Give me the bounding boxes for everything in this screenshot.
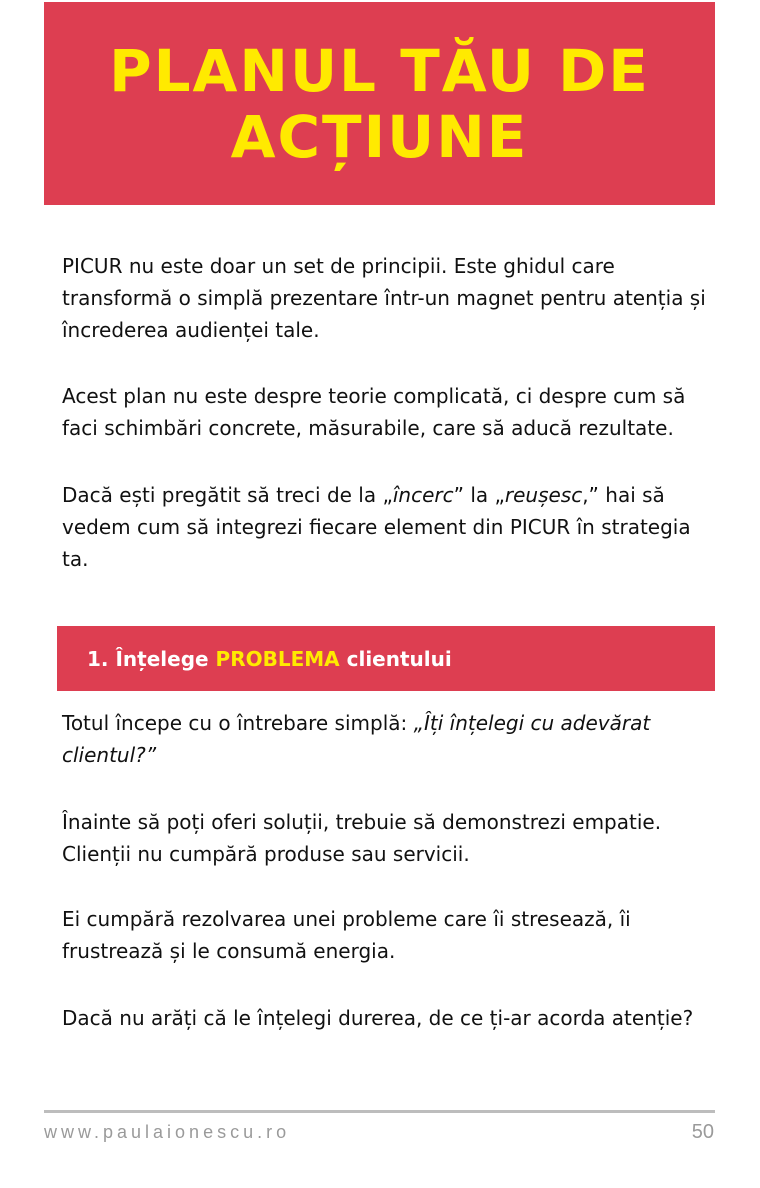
body-p1-question: „Îți înțelegi cu adevărat clientul?” — [62, 711, 651, 767]
intro-paragraph-3 — [62, 479, 712, 575]
intro-p3-em-reusesc: reușesc — [504, 483, 583, 507]
title-banner — [44, 2, 715, 205]
intro-p3-text-b: ” la „ — [453, 483, 505, 507]
section-heading-bar — [57, 626, 715, 691]
body-p1-text: Totul începe cu o întrebare simplă: — [62, 711, 414, 735]
body-paragraph-4: Dacă nu arăți că le înțelegi durerea, de ce ți-ar acorda atenție? — [62, 1006, 694, 1030]
intro-p3-text-c: ,” hai să vedem cum să integrezi fiecare element din PICUR în strategia ta. — [62, 483, 691, 571]
intro-p3-text-a: Dacă ești pregătit să treci de la „ — [62, 483, 393, 507]
section-title-prefix: 1. Înțelege — [87, 646, 216, 671]
intro-p3-em-incerc: încerc — [392, 483, 454, 507]
body-paragraph-2: Înainte să poți oferi soluții, trebuie să demonstrezi empatie. Clienții nu cumpără produse sau servicii. — [62, 810, 662, 866]
page-title-line-1: PLANUL TĂU DE — [109, 36, 650, 105]
section-title-highlight: PROBLEMA — [215, 646, 340, 671]
body-paragraph-1 — [62, 707, 712, 771]
intro-paragraph-1: PICUR nu este doar un set de principii. Este ghidul care transformă o simplă prezentare într-un magnet pentru atenția și încrederea audienței tale. — [62, 254, 706, 342]
footer-website-link[interactable]: www.paulaionescu.ro — [44, 1122, 291, 1142]
section-title-suffix: clientului — [339, 646, 452, 671]
section-title — [87, 647, 452, 671]
page-title-line-2: ACȚIUNE — [230, 102, 529, 171]
intro-paragraph-2: Acest plan nu este despre teorie complicată, ci despre cum să faci schimbări concrete, măsurabile, care să aducă rezultate. — [62, 384, 686, 440]
footer-divider — [44, 1110, 715, 1113]
page-number: 50 — [691, 1121, 714, 1143]
body-paragraph-3: Ei cumpără rezolvarea unei probleme care îi stresează, îi frustrează și le consumă energia. — [62, 907, 631, 963]
